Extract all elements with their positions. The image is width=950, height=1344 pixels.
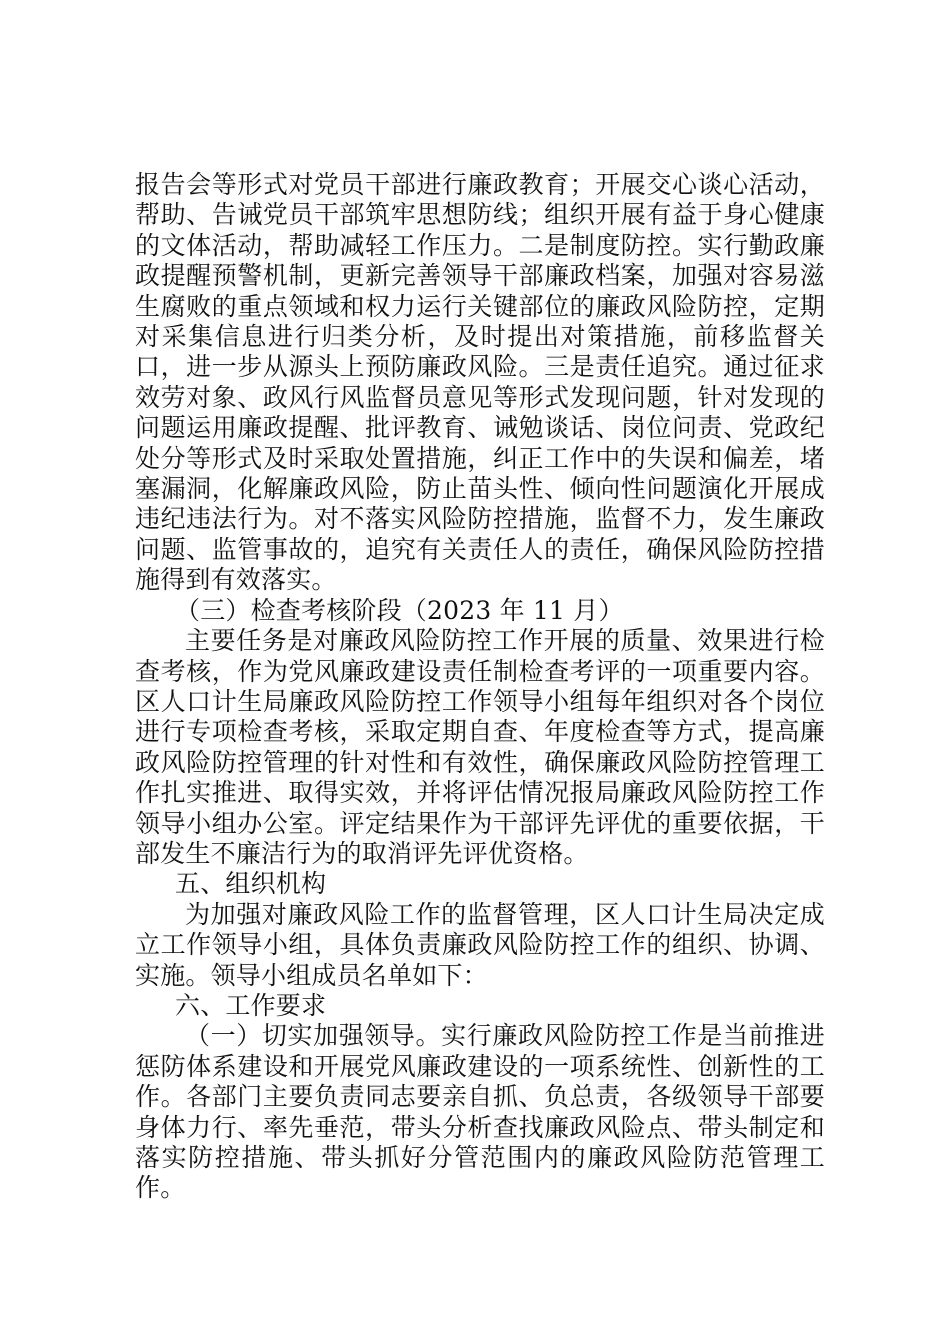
section-heading-organization: 五、组织机构 <box>175 869 327 899</box>
document-body <box>135 170 825 1204</box>
paragraph-continuation: 报告会等形式对党员干部进行廉政教育；开展交心谈心活动，帮助、告诫党员干部筑牢思想防线；组织开展有益于身心健康的文体活动，帮助减轻工作压力。二是制度防控。实行勤政廉政提醒预警机制，更新完善领导干部廉政档案，加强对容易滋生腐败的重点领域和权力运行关键部位的廉政风险防控，定期对采集信息进行归类分析，及时提出对策措施，前移监督关口，进一步从源头上预防廉政风险。三是责任追究。通过征求效劳对象、政风行风监督员意见等形式发现问题，针对发现的问题运用廉政提醒、批评教育、诫勉谈话、岗位问责、党政纪处分等形式及时采取处置措施，纠正工作中的失误和偏差，堵塞漏洞，化解廉政风险，防止苗头性、倾向性问题演化开展成违纪违法行为。对不落实风险防控措施，监督不力，发生廉政问题、监管事故的，追究有关责任人的责任，确保风险防控措施得到有效落实。 <box>135 170 825 595</box>
subsection-heading-inspection: （三）检查考核阶段（2023 年 11 月） <box>175 595 624 625</box>
paragraph-inspection-tasks: 主要任务是对廉政风险防控工作开展的质量、效果进行检查考核，作为党风廉政建设责任制检查考评的一项重要内容。区人口计生局廉政风险防控工作领导小组每年组织对各个岗位进行专项检查考核，采取定期自查、年度检查等方式，提高廉政风险防控管理的针对性和有效性，确保廉政风险防控管理工作扎实推进、取得实效，并将评估情况报局廉政风险防控工作领导小组办公室。评定结果作为干部评先评优的重要依据，干部发生不廉洁行为的取消评先评优资格。 <box>135 626 825 868</box>
section-heading-requirements: 六、工作要求 <box>175 990 327 1020</box>
paragraph-organization: 为加强对廉政风险工作的监督管理，区人口计生局决定成立工作领导小组，具体负责廉政风险防控工作的组织、协调、实施。领导小组成员名单如下： <box>135 899 825 990</box>
paragraph-requirements: （一）切实加强领导。实行廉政风险防控工作是当前推进惩防体系建设和开展党风廉政建设的一项系统性、创新性的工作。各部门主要负责同志要亲自抓、负总责，各级领导干部要身体力行、率先垂范，带头分析查找廉政风险点、带头制定和落实防控措施、带头抓好分管范围内的廉政风险防范管理工作。 <box>135 1021 825 1203</box>
